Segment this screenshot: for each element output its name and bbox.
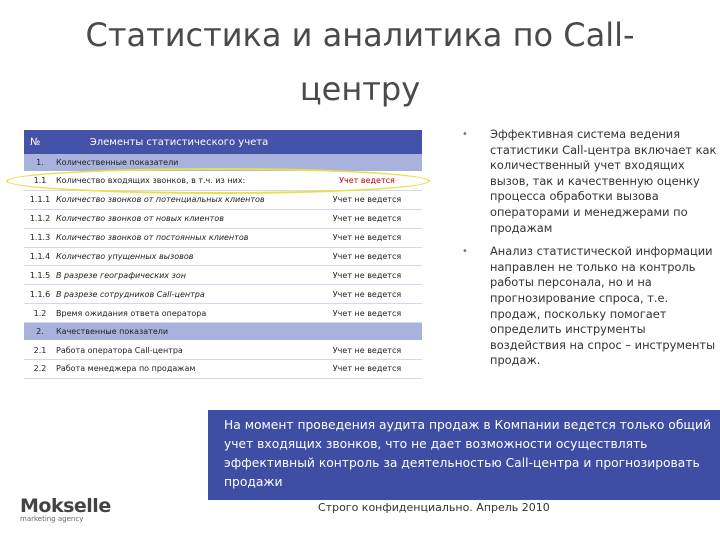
table-row: [24, 304, 422, 323]
bullet-text: Эффективная система ведения статистики Call-центра включает как количественный учет входящих вызов, так и качественную оценку процесса обработки вызова операторами и менеджерами по продажам: [490, 127, 717, 235]
row-status: Учет не ведется: [332, 252, 402, 261]
table-section-row: [24, 323, 422, 341]
row-status: Учет не ведется: [332, 270, 402, 280]
row-number: 1.2: [33, 308, 47, 318]
company-logo: [20, 495, 111, 523]
bullet-item: [462, 127, 717, 236]
row-number: 1.1.4: [29, 252, 51, 261]
row-text: Количество звонков от новых клиентов: [56, 214, 224, 224]
row-text: Качественные показатели: [56, 327, 169, 337]
row-status: Учет не ведется: [332, 364, 402, 374]
row-text: Количество звонков от потенциальных клиентов: [56, 195, 265, 205]
row-number: 1.1: [33, 176, 47, 186]
bullet-text: Анализ статистической информации направлен не только на контроль работы персонала, но и на прогнозирование спроса, т.е. продаж, поскольку помогает определить инструменты воздействия на спрос – инструменты продаж.: [490, 244, 716, 368]
bullet-list: [462, 127, 717, 377]
table-row: [24, 229, 422, 248]
bullet-dot: •: [462, 129, 468, 140]
row-status: Учет не ведется: [332, 214, 402, 224]
row-number: 2.2: [33, 364, 47, 374]
row-number: 2.1: [33, 345, 47, 355]
bullet-dot: •: [462, 246, 468, 258]
row-number: 2.: [36, 327, 44, 337]
audit-note: На момент проведения аудита продаж в Компании ведется только общий учет входящих звонков, что не дает возможности осуществлять эффективный контроль за деятельностью Call-центра и прогнозировать продажи: [208, 410, 720, 500]
logo-name: Mokselle: [20, 495, 111, 517]
row-number: 1.1.2: [29, 214, 51, 224]
table-row: [24, 248, 422, 267]
row-text: Количество звонков от постоянных клиентов: [56, 233, 249, 243]
row-number: 1.1.5: [29, 270, 51, 280]
row-number: 1.: [36, 158, 44, 167]
footer-text: Строго конфиденциально. Апрель 2010: [318, 501, 550, 514]
row-status: Учет не ведется: [332, 195, 402, 205]
table-row: [24, 210, 422, 229]
bullet-item: [462, 244, 717, 369]
row-text: Количественные показатели: [56, 158, 179, 167]
row-number: 1.1.6: [29, 289, 51, 299]
table-row: [24, 360, 422, 379]
table-row: [24, 285, 422, 304]
highlight-ellipse: [6, 168, 430, 194]
page-title: Статистика и аналитика по Call-центру: [85, 16, 635, 108]
row-number: 1.1.1: [29, 195, 51, 205]
header-num: №: [30, 136, 41, 148]
logo-tagline: marketing agency: [20, 515, 84, 523]
row-status: Учет не ведется: [332, 289, 402, 299]
row-number: 1.1.3: [29, 233, 51, 243]
row-text: Работа оператора Call-центра: [56, 345, 183, 355]
table-row: [24, 266, 422, 285]
row-text: Количество упущенных вызовов: [56, 252, 194, 261]
row-text: Количество входящих звонков, в т.ч. из них:: [56, 176, 246, 186]
row-text: Работа менеджера по продажам: [56, 364, 196, 374]
row-text: В разрезе географических зон: [56, 270, 186, 280]
row-text: В разрезе сотрудников Call-центра: [56, 289, 205, 299]
row-status: Учет ведется: [339, 176, 395, 186]
header-elements: Элементы статистического учета: [89, 136, 269, 148]
table-header: [24, 130, 422, 154]
row-status: Учет не ведется: [332, 345, 402, 355]
row-status: Учет не ведется: [332, 308, 402, 318]
row-text: Время ожидания ответа оператора: [56, 308, 207, 318]
table-row: [24, 341, 422, 360]
row-status: Учет не ведется: [332, 233, 402, 243]
